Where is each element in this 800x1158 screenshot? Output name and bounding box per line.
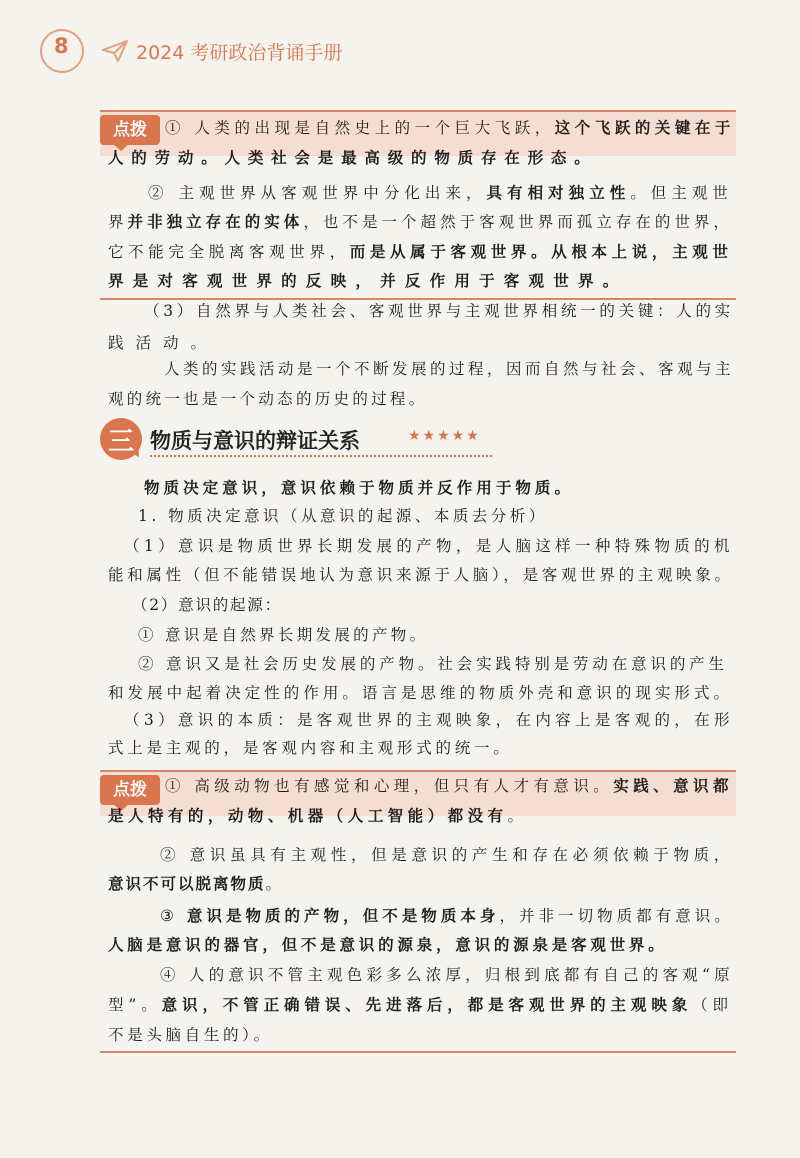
section-underline xyxy=(150,455,492,457)
section-title: 物质与意识的辩证关系 xyxy=(150,428,360,453)
text: 式上是主观的，是客观内容和主观形式的统一。 xyxy=(108,739,513,757)
tip-badge: 点拨 xyxy=(100,775,160,805)
text: ① 人类的出现是自然史上的一个巨大飞跃， xyxy=(165,119,555,137)
box1-text-line xyxy=(108,148,598,168)
text: 和发展中起着决定性的作用。语言是思维的物质外壳和意识的现实形式。 xyxy=(108,684,734,702)
text: ② 意识虽具有主观性，但是意识的产生和存在必须依赖于物质， xyxy=(160,846,734,864)
text: ① 意识是自然界长期发展的产物。 xyxy=(138,626,429,644)
bold-text: 并非独立存在的实体 xyxy=(127,212,304,231)
bold-text: 意识是物质的产物，但不是物质本身 xyxy=(186,906,500,925)
bold-text: 人的劳动。人类社会是最高级的物质存在形态。 xyxy=(108,148,598,167)
bold-text: 具有相对独立性 xyxy=(486,183,631,202)
bold-text: 是人特有的，动物、机器（人工智能）都没有 xyxy=(108,806,508,825)
body1-text-line xyxy=(108,333,218,353)
section-number: 三 xyxy=(108,427,135,457)
body2-text-line xyxy=(138,654,728,674)
text: 不是头脑自生的）。 xyxy=(108,1026,273,1044)
box2-text-line xyxy=(160,965,734,985)
body1-text-line xyxy=(108,389,428,409)
text: 人类的实践活动是一个不断发展的过程，因而自然与社会、客观与主 xyxy=(164,360,735,378)
box1-text-line xyxy=(108,271,628,291)
bold-text: 实践、意识都 xyxy=(613,776,733,795)
box2-text-line xyxy=(160,845,734,865)
text: ② 意识又是社会历史发展的产物。社会实践特别是劳动在意识的产生 xyxy=(138,655,728,673)
text: 。 xyxy=(507,807,528,825)
box2-text-line xyxy=(165,776,733,796)
box1-text-line xyxy=(108,212,733,232)
box2-text-line xyxy=(108,935,668,955)
body1-text-line xyxy=(144,301,734,321)
bold-text: 这个飞跃的关键在于 xyxy=(554,118,735,137)
body2-text-line xyxy=(124,536,734,556)
body2-text-line xyxy=(132,595,282,615)
paper-plane-icon xyxy=(102,40,128,62)
body2-text-line xyxy=(124,710,734,730)
text: 。 xyxy=(265,875,284,893)
bold-text: 而是从属于客观世界。从根本上说，主观世 xyxy=(349,242,733,261)
bold-text: 意识不可以脱离物质 xyxy=(108,874,266,893)
text: ，也不是一个超然于客观世界而孤立存在的世界， xyxy=(303,213,734,231)
box2-text-line xyxy=(160,906,734,926)
text: 1. 物质决定意识（从意识的起源、本质去分析） xyxy=(138,507,548,525)
text: 能和属性（但不能错误地认为意识来源于人脑），是客观世界的主观映象。 xyxy=(108,566,734,584)
text: 。但主观世 xyxy=(630,184,733,202)
box2-text-line xyxy=(108,874,283,894)
bold-text: 意识，不管正确错误、先进落后，都是客观世界的主观映象 xyxy=(161,995,693,1014)
tip-badge: 点拨 xyxy=(100,115,160,145)
text: ③ xyxy=(160,907,187,925)
body2-text-line xyxy=(108,738,513,758)
text: （即 xyxy=(692,996,733,1014)
text: （2）意识的起源： xyxy=(132,596,282,614)
text: ① 高级动物也有感觉和心理，但只有人才有意识。 xyxy=(165,777,614,795)
box1-text-line xyxy=(148,183,733,203)
text: 型”。 xyxy=(108,996,162,1014)
book-title: 2024 考研政治背诵手册 xyxy=(136,42,343,64)
importance-stars: ★★★★★ xyxy=(408,428,481,444)
text: （3）自然界与人类社会、客观世界与主观世界相统一的关键：人的实 xyxy=(144,302,734,320)
body2-text-line xyxy=(144,478,574,498)
bold-text: 人脑是意识的器官，但不是意识的源泉，意识的源泉是客观世界。 xyxy=(108,935,668,954)
text: ，并非一切物质都有意识。 xyxy=(499,907,734,925)
bold-text: 界是对客观世界的反映，并反作用于客观世界。 xyxy=(108,271,628,290)
text: 它不能完全脱离客观世界， xyxy=(108,243,350,261)
text: 践活动。 xyxy=(108,334,219,352)
box1-text-line xyxy=(108,242,733,262)
bold-text: 物质决定意识，意识依赖于物质并反作用于物质。 xyxy=(144,478,575,497)
text: （1）意识是物质世界长期发展的产物，是人脑这样一种特殊物质的机 xyxy=(124,537,734,555)
text: ② 主观世界从客观世界中分化出来， xyxy=(148,184,487,202)
text: （3）意识的本质：是客观世界的主观映象，在内容上是客观的，在形 xyxy=(124,711,734,729)
box2-text-line xyxy=(108,1025,273,1045)
box2-text-line xyxy=(108,806,528,826)
body1-text-line xyxy=(164,359,734,379)
text: 界 xyxy=(108,213,128,231)
body2-text-line xyxy=(108,565,734,585)
body2-text-line xyxy=(138,506,548,526)
text: ④ 人的意识不管主观色彩多么浓厚，归根到底都有自己的客观“原 xyxy=(160,966,734,984)
page-number: 8 xyxy=(54,34,69,58)
body2-text-line xyxy=(138,625,428,645)
page-header xyxy=(40,24,760,84)
body2-text-line xyxy=(108,683,733,703)
box1-text-line xyxy=(165,118,735,138)
text: 观的统一也是一个动态的历史的过程。 xyxy=(108,390,428,408)
box2-text-line xyxy=(108,995,733,1015)
